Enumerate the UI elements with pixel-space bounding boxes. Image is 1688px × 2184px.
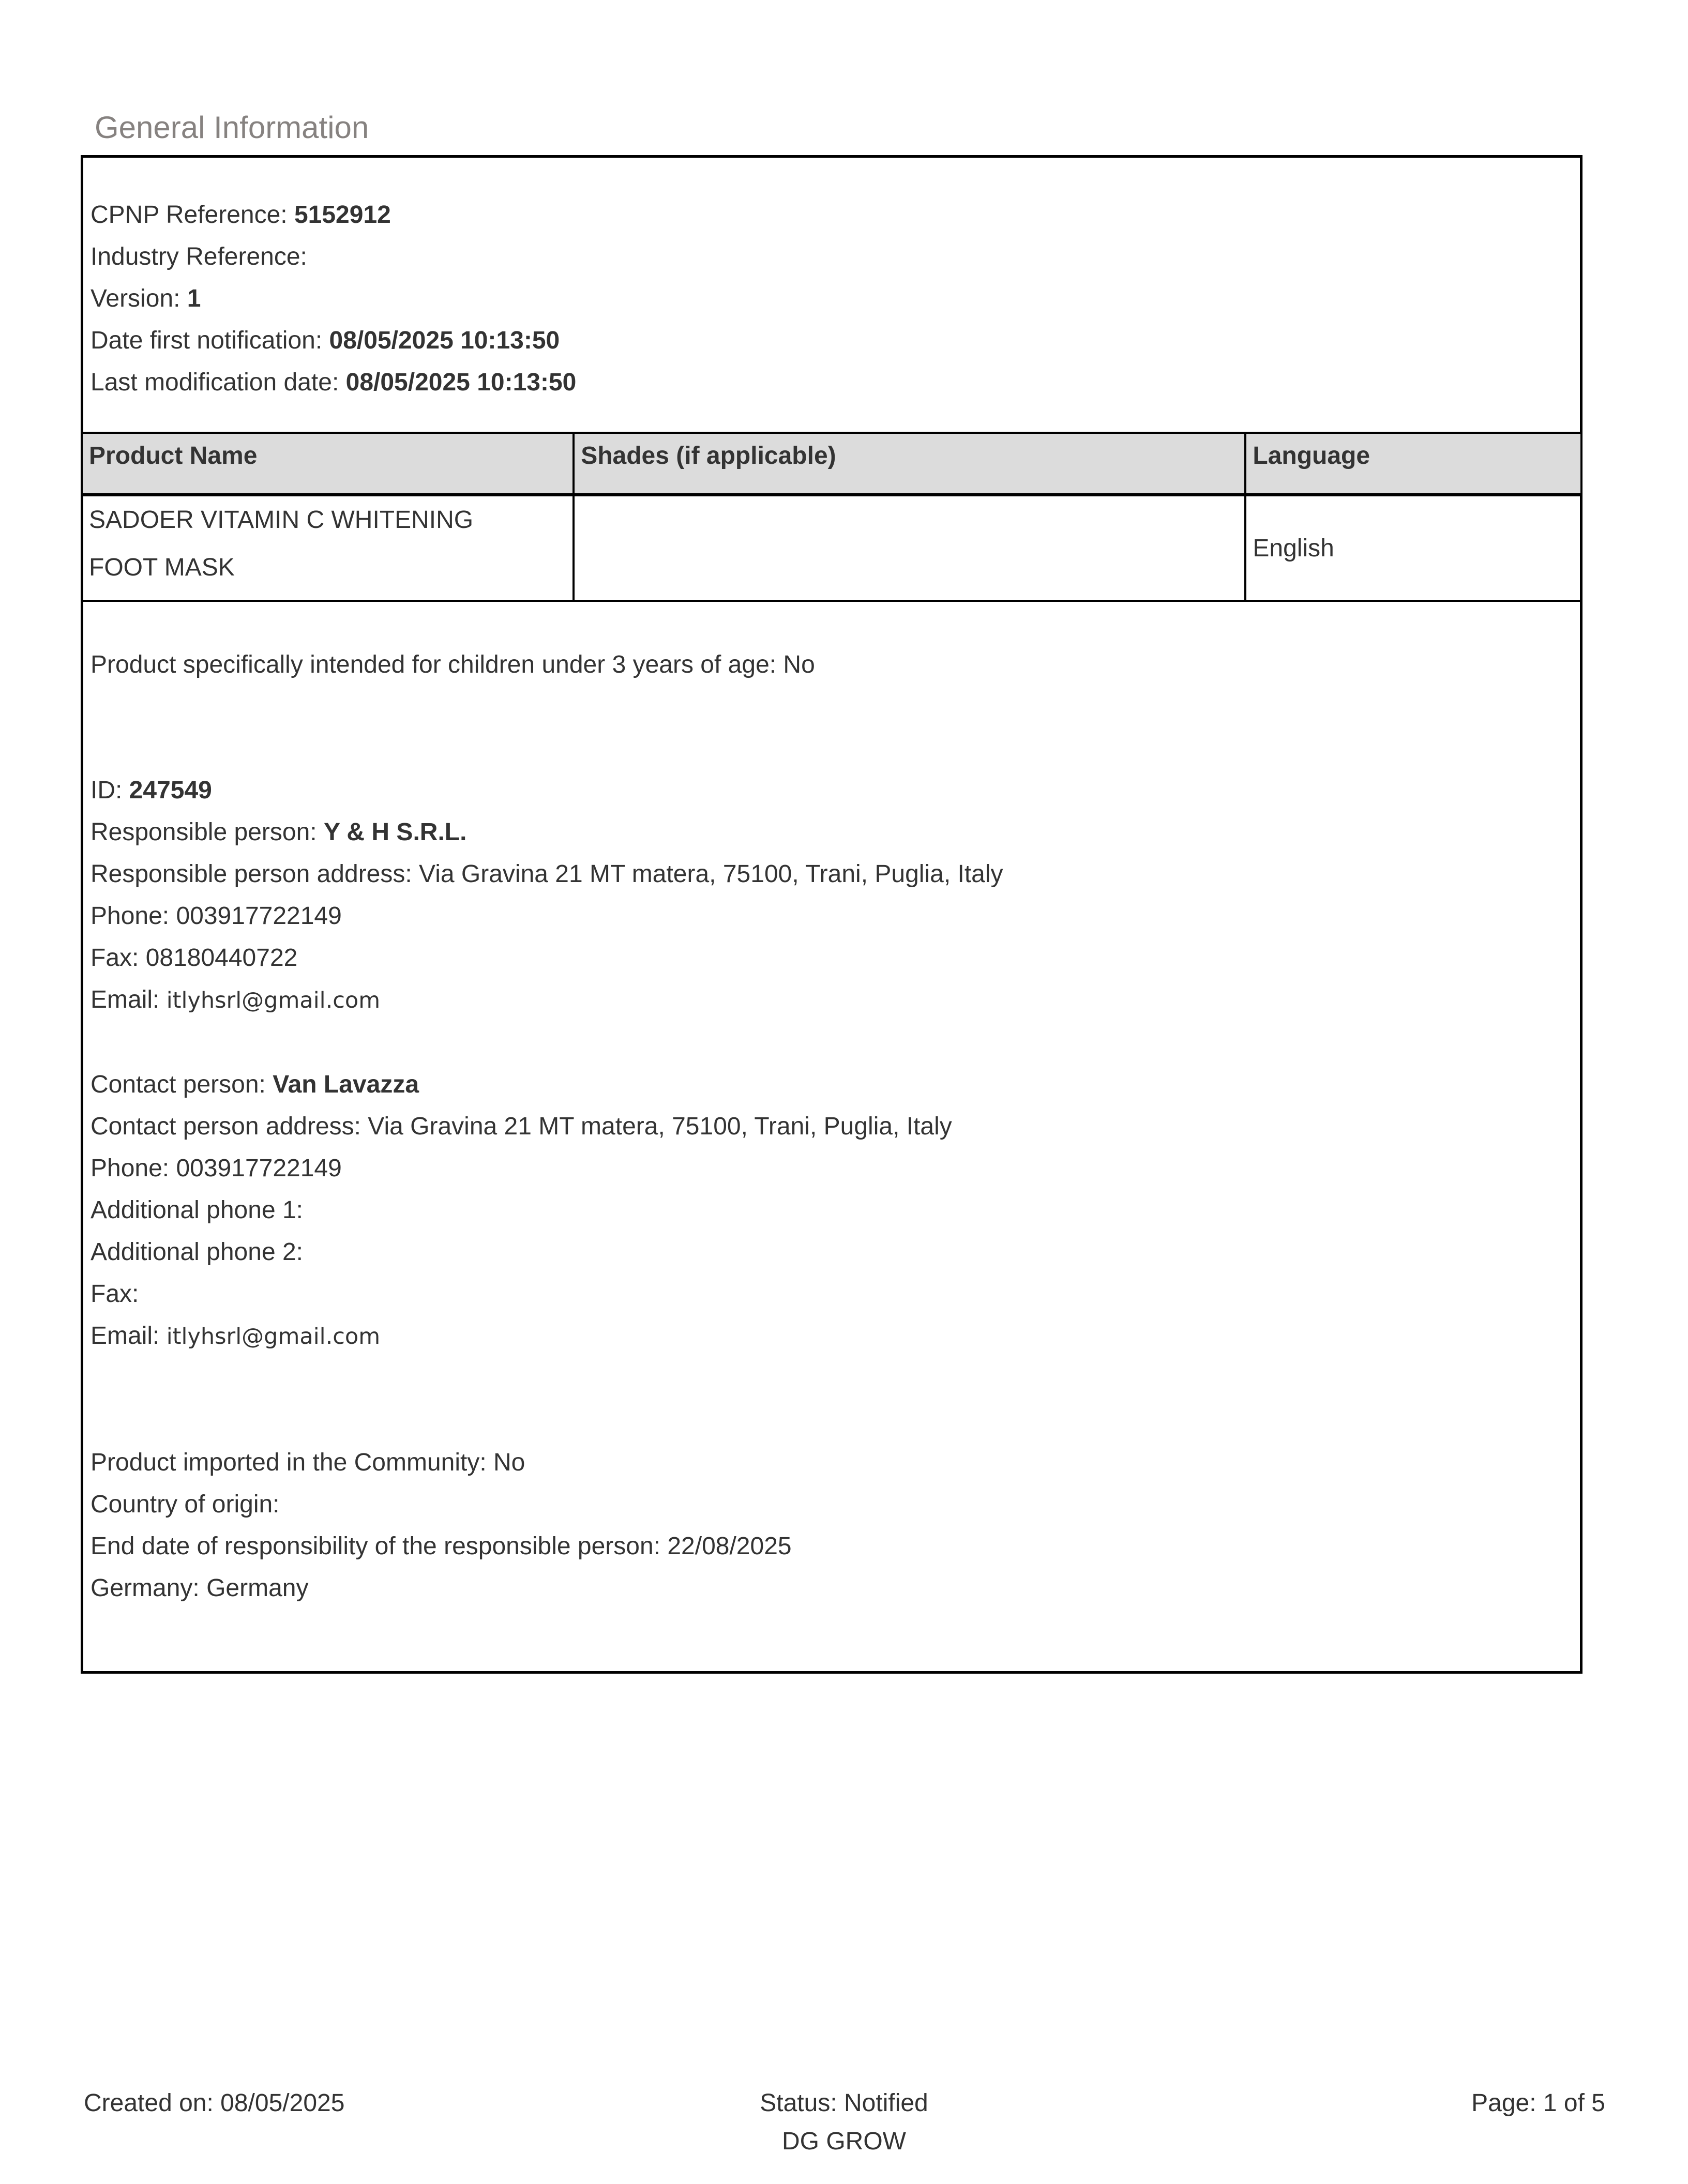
contact-person-block bbox=[83, 1064, 1580, 1358]
footer-dg-grow: DG GROW bbox=[782, 2128, 906, 2155]
field-last-modification-date bbox=[83, 361, 1580, 403]
field-value: 247549 bbox=[129, 777, 212, 804]
field-responsible-fax: Fax: 08180440722 bbox=[91, 944, 298, 972]
product-table bbox=[81, 432, 1583, 602]
field-value: 5152912 bbox=[294, 201, 391, 229]
field-label: Email: bbox=[91, 1322, 167, 1349]
field-version bbox=[83, 278, 1580, 320]
email-address: itlyhsrl@gmail.com bbox=[166, 1324, 381, 1349]
field-label: Date first notification: bbox=[91, 327, 329, 354]
field-separator: : bbox=[280, 201, 294, 229]
field-value: 08/05/2025 10:13:50 bbox=[329, 327, 560, 354]
field-product-imported: Product imported in the Community: No bbox=[91, 1449, 525, 1476]
field-label: Version: bbox=[91, 285, 187, 312]
field-end-date-responsibility: End date of responsibility of the responsible person: 22/08/2025 bbox=[91, 1533, 792, 1560]
import-info-block bbox=[83, 1442, 1580, 1609]
field-value: 1 bbox=[187, 285, 201, 312]
section-title: General Information bbox=[95, 110, 369, 145]
field-country-of-origin: Country of origin: bbox=[91, 1491, 280, 1518]
field-value: 08/05/2025 10:13:50 bbox=[345, 369, 577, 396]
cell-product-name bbox=[82, 495, 574, 601]
field-additional-phone-2: Additional phone 2: bbox=[91, 1238, 303, 1266]
field-contact-phone: Phone: 003917722149 bbox=[91, 1155, 342, 1182]
field-label: Contact person: bbox=[91, 1071, 273, 1098]
product-name-line2: FOOT MASK bbox=[89, 554, 235, 581]
column-header-shades: Shades (if applicable) bbox=[574, 433, 1245, 495]
field-date-first-notification bbox=[83, 320, 1580, 361]
field-label: CPNP Reference bbox=[91, 201, 281, 229]
field-responsible-person-address: Responsible person address: Via Gravina 21 MT matera, 75100, Trani, Puglia, Italy bbox=[91, 860, 1003, 888]
responsible-person-block bbox=[83, 769, 1580, 1022]
product-table-row bbox=[82, 495, 1581, 601]
footer-page-number: Page: 1 of 5 bbox=[1471, 2089, 1605, 2117]
field-responsible-phone: Phone: 003917722149 bbox=[91, 902, 342, 930]
cell-shades bbox=[574, 495, 1245, 601]
product-table-header-row bbox=[82, 433, 1581, 495]
field-value: Van Lavazza bbox=[273, 1071, 419, 1098]
field-responsible-email bbox=[83, 979, 1580, 1022]
general-information-box bbox=[81, 155, 1583, 1674]
column-header-product-name: Product Name bbox=[82, 433, 574, 495]
field-cpnp-reference bbox=[83, 194, 1580, 236]
field-id bbox=[83, 769, 1580, 811]
children-statement: Product specifically intended for children under 3 years of age: No bbox=[91, 651, 815, 678]
general-information-content bbox=[83, 158, 1580, 1609]
field-industry-reference bbox=[83, 236, 1580, 278]
field-label: ID: bbox=[91, 777, 129, 804]
field-contact-email bbox=[83, 1315, 1580, 1358]
footer-created-on: Created on: 08/05/2025 bbox=[84, 2089, 345, 2117]
footer-status: Status: Notified bbox=[760, 2089, 928, 2117]
product-name-line1: SADOER VITAMIN C WHITENING bbox=[89, 506, 474, 534]
field-value: Y & H S.R.L. bbox=[323, 818, 467, 846]
field-responsible-person bbox=[83, 811, 1580, 853]
column-header-language: Language bbox=[1245, 433, 1581, 495]
cell-language: English bbox=[1245, 495, 1581, 601]
field-germany: Germany: Germany bbox=[91, 1574, 309, 1602]
field-label: Industry Reference: bbox=[91, 243, 307, 270]
field-contact-fax: Fax: bbox=[91, 1280, 139, 1308]
email-address: itlyhsrl@gmail.com bbox=[166, 988, 381, 1013]
field-contact-person bbox=[83, 1064, 1580, 1105]
field-contact-person-address: Contact person address: Via Gravina 21 MT matera, 75100, Trani, Puglia, Italy bbox=[91, 1113, 952, 1140]
field-label: Last modification date: bbox=[91, 369, 346, 396]
field-label: Responsible person: bbox=[91, 818, 324, 846]
field-label: Email: bbox=[91, 986, 167, 1013]
field-additional-phone-1: Additional phone 1: bbox=[91, 1196, 303, 1224]
